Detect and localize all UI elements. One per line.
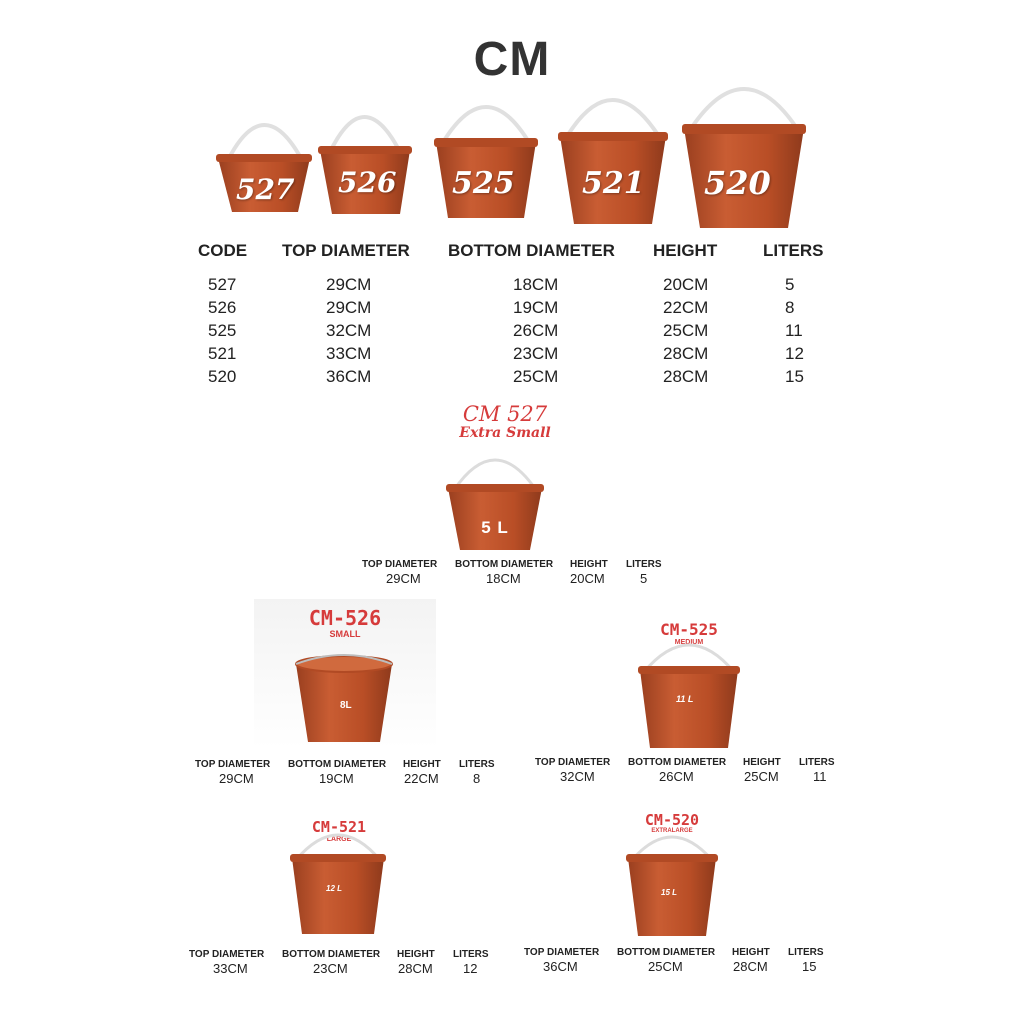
spec-value-top: 29CM [386, 571, 421, 586]
product-526-volume: 8L [340, 700, 352, 711]
table-cell: 32CM [326, 321, 372, 340]
bucket-520-image [682, 89, 806, 228]
spec-label-bottom: BOTTOM DIAMETER [617, 947, 716, 958]
spec-value-liters: 11 [813, 769, 827, 784]
product-526-image [292, 650, 396, 744]
table-cell: 526 [208, 298, 237, 317]
table-header-top-diameter: TOP DIAMETER [282, 241, 410, 260]
table-cell: 36CM [326, 367, 372, 386]
spec-value-bottom: 18CM [486, 571, 521, 586]
spec-value-height: 28CM [398, 961, 433, 976]
spec-value-bottom: 26CM [659, 769, 694, 784]
spec-label-top: TOP DIAMETER [195, 759, 271, 770]
spec-label-bottom: BOTTOM DIAMETER [455, 559, 554, 570]
spec-label-height: HEIGHT [570, 559, 608, 570]
bucket-525-image [434, 107, 538, 218]
spec-label-liters: LITERS [788, 947, 824, 958]
table-cell: 521 [208, 344, 237, 363]
product-520-name: CM-520 [644, 811, 700, 829]
table-cell: 18CM [513, 275, 559, 294]
table-cell: 33CM [326, 344, 372, 363]
product-525-size: MEDIUM [674, 639, 704, 646]
table-cell: 29CM [326, 298, 372, 317]
bucket-521-code: 521 [582, 166, 645, 201]
table-cell: 26CM [513, 321, 559, 340]
product-520-size: EXTRALARGE [651, 828, 693, 834]
table-cell: 15 [785, 367, 804, 386]
spec-value-top: 29CM [219, 771, 254, 786]
bucket-520-code: 520 [704, 164, 771, 202]
spec-label-bottom: BOTTOM DIAMETER [628, 757, 727, 768]
table-cell: 20CM [663, 275, 709, 294]
table-cell: 28CM [663, 367, 709, 386]
table-cell: 23CM [513, 344, 559, 363]
table-header-bottom-diameter: BOTTOM DIAMETER [448, 241, 615, 260]
table-cell: 8 [785, 298, 795, 317]
table-cell: 525 [208, 321, 237, 340]
product-520-image [624, 820, 720, 940]
bucket-527-code: 527 [236, 173, 295, 206]
table-cell: 29CM [326, 275, 372, 294]
table-cell: 25CM [513, 367, 559, 386]
spec-value-bottom: 19CM [319, 771, 354, 786]
top-bucket-row [0, 0, 1024, 240]
bucket-525-code: 525 [452, 166, 515, 201]
spec-label-liters: LITERS [453, 949, 489, 960]
spec-value-height: 25CM [744, 769, 779, 784]
table-cell: 22CM [663, 298, 709, 317]
product-521-size: LARGE [326, 836, 352, 843]
product-520-volume: 15 L [661, 888, 678, 897]
table-cell: 25CM [663, 321, 709, 340]
table-header-code: CODE [198, 241, 248, 260]
table-cell: 520 [208, 367, 237, 386]
spec-label-top: TOP DIAMETER [189, 949, 265, 960]
product-527-size: Extra Small [459, 425, 551, 441]
table-header-liters: LITERS [763, 241, 824, 260]
table-cell: 5 [785, 275, 795, 294]
spec-label-top: TOP DIAMETER [524, 947, 600, 958]
product-521-volume: 12 L [326, 884, 343, 893]
spec-value-height: 28CM [733, 959, 768, 974]
spec-label-height: HEIGHT [743, 757, 781, 768]
bucket-526-code: 526 [338, 166, 397, 199]
spec-value-bottom: 23CM [313, 961, 348, 976]
spec-label-top: TOP DIAMETER [362, 559, 438, 570]
spec-value-bottom: 25CM [648, 959, 683, 974]
product-527-volume: 5 L [481, 518, 509, 537]
spec-label-bottom: BOTTOM DIAMETER [288, 759, 387, 770]
spec-label-height: HEIGHT [732, 947, 770, 958]
table-cell: 527 [208, 275, 237, 294]
bucket-521-image [558, 100, 668, 224]
product-527-name: CM 527 [462, 402, 548, 426]
spec-label-height: HEIGHT [403, 759, 441, 770]
spec-value-liters: 5 [640, 571, 648, 586]
product-521-name: CM-521 [311, 818, 367, 836]
spec-label-top: TOP DIAMETER [535, 757, 611, 768]
product-521-image [288, 824, 388, 940]
product-525-image [634, 632, 744, 752]
spec-value-top: 36CM [543, 959, 578, 974]
spec-value-liters: 8 [473, 771, 481, 786]
spec-value-height: 22CM [404, 771, 439, 786]
product-526-size: SMALL [329, 629, 361, 639]
spec-value-liters: 15 [802, 959, 817, 974]
product-525-name: CM-525 [660, 620, 718, 639]
page-title: CM [473, 33, 551, 86]
table-header-height: HEIGHT [653, 241, 718, 260]
spec-value-top: 32CM [560, 769, 595, 784]
spec-label-liters: LITERS [626, 559, 662, 570]
product-526-name: CM-526 [308, 606, 382, 630]
spec-label-bottom: BOTTOM DIAMETER [282, 949, 381, 960]
spec-label-liters: LITERS [459, 759, 495, 770]
spec-value-top: 33CM [213, 961, 248, 976]
spec-label-liters: LITERS [799, 757, 835, 768]
spec-value-liters: 12 [463, 961, 478, 976]
table-cell: 28CM [663, 344, 709, 363]
product-527-image [440, 440, 550, 560]
product-525-volume: 11 L [676, 694, 694, 704]
spec-label-height: HEIGHT [397, 949, 435, 960]
table-cell: 11 [785, 321, 803, 340]
table-cell: 19CM [513, 298, 559, 317]
table-cell: 12 [785, 344, 804, 363]
spec-value-height: 20CM [570, 571, 605, 586]
